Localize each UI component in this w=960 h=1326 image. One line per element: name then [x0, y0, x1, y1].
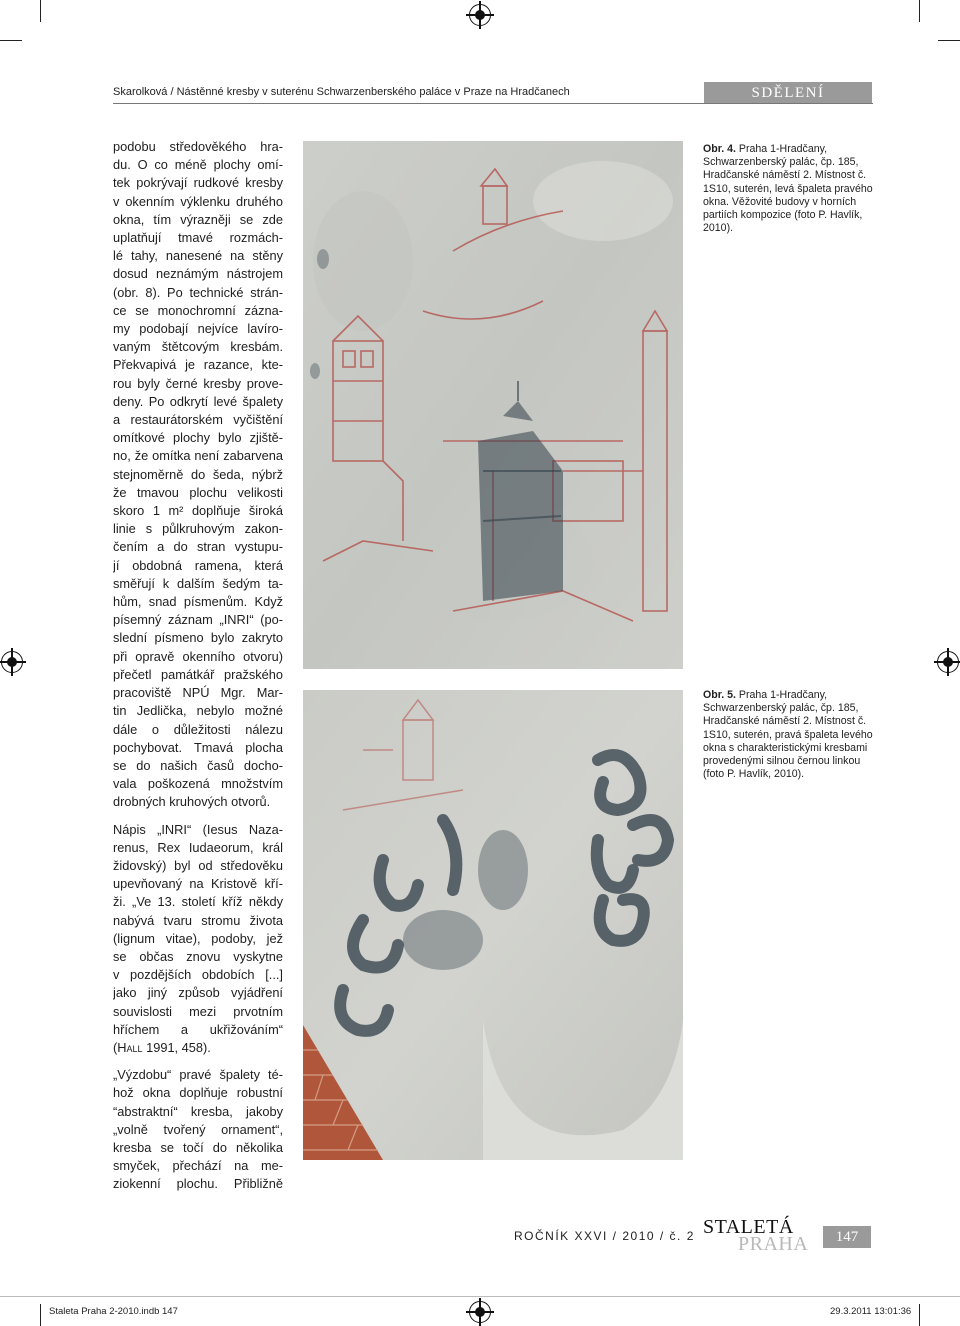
- text-line: “abstraktní“ kresba, jakoby: [113, 1103, 283, 1119]
- text-line: pracoviště NPÚ Mgr. Mar-: [113, 685, 283, 701]
- text-line: upevňovaný na Kristově kří-: [113, 876, 283, 892]
- registration-mark-icon: [469, 1301, 491, 1323]
- text-line: uplatňují tmavé rozmách-: [113, 230, 283, 246]
- text-line: my podobají nejvíce lavíro-: [113, 321, 283, 337]
- paragraph-3: [113, 1066, 283, 1193]
- text-line: stejnoměrně do šeda, nýbrž: [113, 466, 283, 482]
- figure-4-label: Obr. 4.: [703, 143, 736, 155]
- journal-logo-top: STALETÁ: [703, 1216, 794, 1238]
- text-line: čením a do stran vystupu-: [113, 539, 283, 555]
- figure-4-photo: [303, 141, 683, 669]
- paragraph-1: [113, 138, 283, 812]
- text-line: du. O co méně plochy omí-: [113, 157, 283, 173]
- citation-rest: 1991, 458).: [142, 1039, 211, 1055]
- registration-mark-icon: [1, 651, 23, 673]
- text-line: nabývá tvaru stromu života: [113, 912, 283, 928]
- slug-file: Staleta Praha 2-2010.indb 147: [49, 1306, 178, 1317]
- text-line: drobných kruhových otvorů.: [113, 794, 271, 810]
- text-line: „volně tvořený ornament“,: [113, 1121, 283, 1137]
- running-header: Skarolková / Nástěnné kresby v suterénu Schwarzenberského paláce v Praze na Hradčanech: [113, 86, 570, 98]
- crop-mark: [938, 40, 960, 41]
- text-line: lé tahy, nanesené na stěny: [113, 248, 283, 264]
- text-line: tek pokrývají rudkové kresby: [113, 175, 283, 191]
- text-line: souvislosti mezi prvotním: [113, 1003, 283, 1019]
- page-number: 147: [823, 1226, 871, 1248]
- header-rule: [113, 103, 873, 104]
- text-line: Nápis „INRI“ (Iesus Naza-: [113, 821, 283, 837]
- text-line: dále o důležitosti nálezu: [113, 721, 283, 737]
- crop-mark: [40, 1304, 41, 1326]
- crop-mark: [919, 0, 920, 22]
- text-line: dosud neznámým nástrojem: [113, 266, 283, 282]
- text-line: hům, snad písmenům. Když: [113, 594, 283, 610]
- text-line: (lignum vitae), podoby, jež: [113, 930, 283, 946]
- issue-info: ROČNÍK XXVI / 2010 / č. 2: [514, 1229, 695, 1243]
- figure-4-caption: [703, 143, 873, 235]
- citation-author: Hall: [117, 1039, 143, 1055]
- text-line: hož okna doplňuje robustní: [113, 1085, 283, 1101]
- text-line: okna, tím výrazněji se zde: [113, 211, 283, 227]
- text-line: ziokenní plochu. Přibližně: [113, 1176, 283, 1192]
- registration-mark-icon: [469, 4, 491, 26]
- text-line: směřují k dalším šedým ta-: [113, 575, 283, 591]
- text-line: ce se monochromní zázna-: [113, 302, 283, 318]
- journal-logo-bottom: PRAHA: [738, 1233, 809, 1255]
- registration-mark-icon: [937, 651, 959, 673]
- text-line: podobu středověkého hra-: [113, 139, 283, 154]
- text-line: deny. Po odkrytí levé špalety: [113, 393, 283, 409]
- crop-mark: [0, 40, 22, 41]
- text-line: písemný záznam „INRI“ (po-: [113, 612, 283, 628]
- text-line: ži. „Ve 13. století kříž někdy: [113, 894, 283, 910]
- text-line: no, že omítka není zabarvena: [113, 448, 283, 464]
- figure-4-caption-text: Praha 1-Hradčany, Schwarzenberský palác, čp. 185, Hradčanské náměstí 2. Místnost č. 1S10, suterén, levá špaleta pravého okna. Věžovité budovy v horních partiích kompozice (foto P. Havlík, 2010).: [703, 143, 873, 235]
- text-line: jako jiný způsob vyjádření: [113, 985, 283, 1001]
- text-line: a restaurátorském vyčištění: [113, 412, 283, 428]
- text-line: Překvapivá je razance, kte-: [113, 357, 283, 373]
- text-line: slední písmeno bylo zakryto: [113, 630, 283, 646]
- text-line: renus, Rex Iudaeorum, král: [113, 839, 283, 855]
- crop-mark: [40, 0, 41, 22]
- text-line: židovský) byl od středověku: [113, 857, 283, 873]
- section-badge: SDĚLENÍ: [704, 82, 872, 104]
- text-line: vala poškozená množstvím: [113, 776, 283, 792]
- text-line: v okenním výklenku druhého: [113, 193, 283, 209]
- text-line: jí obdobná ramena, která: [113, 557, 283, 573]
- crop-mark: [919, 1304, 920, 1326]
- text-line: pochybovat. Tmavá plocha: [113, 739, 283, 755]
- text-line: smyček, přechází na me-: [113, 1158, 283, 1174]
- text-line: tin Jedlička, nebylo možné: [113, 703, 283, 719]
- text-line: (obr. 8). Po technické strán-: [113, 284, 283, 300]
- text-line: se do našich časů docho-: [113, 757, 283, 773]
- slug-rule: [0, 1296, 960, 1297]
- figure-5-photo: [303, 690, 683, 1160]
- text-line: se občas znovu vyskytne: [113, 948, 283, 964]
- citation: [113, 1039, 283, 1057]
- text-line: hříchem a ukřižováním“: [113, 1021, 283, 1037]
- slug-date: 29.3.2011 13:01:36: [830, 1306, 912, 1317]
- figure-5-caption: [703, 689, 873, 781]
- paragraph-2: [113, 821, 283, 1058]
- text-line: omítkové plochy bylo zjiště-: [113, 430, 283, 446]
- text-line: linie s půlkruhovým zakon-: [113, 521, 283, 537]
- text-line: „Výzdobu“ pravé špalety té-: [113, 1067, 283, 1083]
- text-line: skoro 1 m² doplňuje široká: [113, 503, 283, 519]
- text-line: vaným štětcovým kresbám.: [113, 339, 283, 355]
- text-line: že tmavou plochu velikosti: [113, 484, 283, 500]
- text-line: při opravě okenního otvoru): [113, 648, 283, 664]
- citation-open: (: [113, 1039, 118, 1055]
- figure-5-label: Obr. 5.: [703, 689, 736, 701]
- text-line: přečetl památkář pražského: [113, 666, 283, 682]
- text-line: rou byly černé kresby prove-: [113, 375, 283, 391]
- body-text: [113, 138, 283, 1203]
- text-line: v pozdějších obdobích [...]: [113, 967, 283, 983]
- figure-5-caption-text: Praha 1-Hradčany, Schwarzenberský palác, čp. 185, Hradčanské náměstí 2. Místnost č. 1S10, suterén, pravá špaleta levého okna s charakteristickými kresbami provedenými silnou černou linkou (foto P. Havlík, 2010).: [703, 689, 873, 781]
- text-line: kresba se točí do několika: [113, 1139, 283, 1155]
